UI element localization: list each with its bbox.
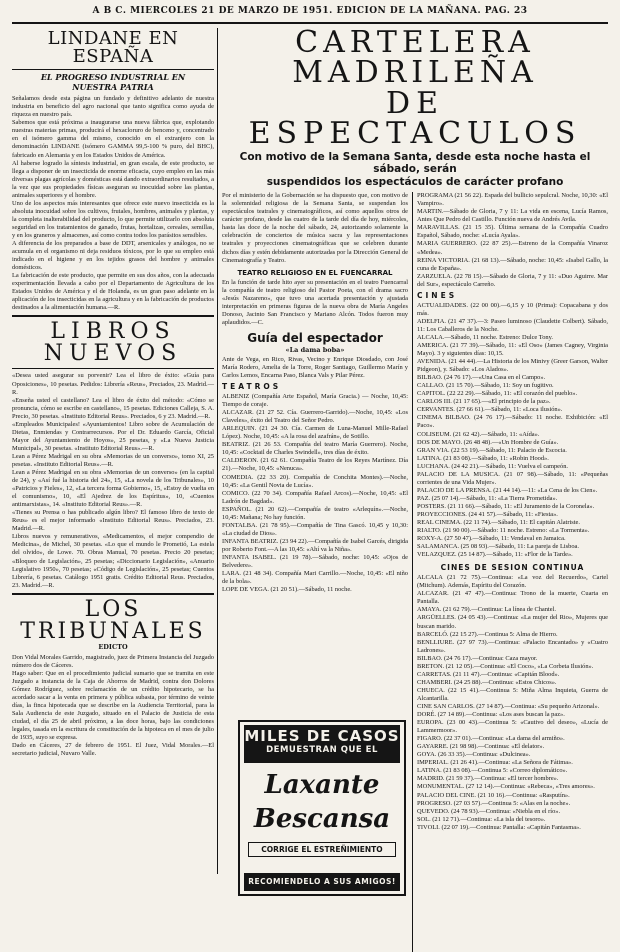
rule [12, 368, 214, 369]
ad-header [244, 725, 400, 763]
newspaper-page [12, 6, 608, 886]
rule [12, 593, 214, 595]
tribunales-title: LOS TRIBUNALES [20, 596, 206, 644]
guia-title: Guía del espectador [247, 330, 383, 345]
cartelera-title: CARTELERA MADRILEÑA [292, 25, 538, 90]
running-head: A B C. MIERCOLES 21 DE MARZO DE 1951. EDICION DE LA MAÑANA. PAG. 23 [12, 6, 608, 24]
lindane-subhead: EL PROGRESO INDUSTRIAL EN NUESTRA PATRIA [40, 72, 186, 92]
guia-subtitle: «La dama boba» [285, 345, 345, 354]
ad-brand-bescansa: Bescansa [253, 804, 391, 834]
lindane-article: Señalamos desde esta página un fundado y definitivo adelanto de nuestra industria en beneficio del agro nacional que tanto significa como ayuda de riqueza en nuestro país. Sabemos que está próxima a inaugurarse una nueva fábrica que, explotando nuestras materias primas, producirá el hexacloruro de benceno y, concentrado en el isómero gamma del mismo, conocido en el extranjero con la denominación LINDANE (isómero GAMMA 99,5-100 % puro, del BHC), fabricado en Alemania y en los Estados Unidos de América. Al haberse logrado la síntesis industrial, en gran escala, de este producto, se llega a disponer de un insecticida de enorme eficacia, cuyo empleo en las más diversas plagas agrícolas y domésticas está dando extraordinarios resultados, a la vez que sus propiedades físicas aseguran su inocuidad sobre las plantas, animales superiores y el hombre. Uno de los aspectos más interesantes que ofrece este nuevo insecticida es la absoluta inocuidad sobre los cultivos, frutales, hombres, animales y plantas, y la completa inalterabilidad del producto, lo que permite utilizarlo con absoluta seguridad en los tratamientos de ganado, frutas, hortalizas, cereales, semillas, y en los graneros y almacenes, así como contra todos los parásitos sensibles. A diferencia de los preparados a base de DDT, arsenicales y análogos, no se acumula en el organismo ni deja residuos tóxicos, por lo que su empleo está indicado en el higiene y en los tejidos grasos del hombre y animales domésticos. La fabricación de este producto, que permite en sus dos años, con la adecuada experimentación llevada a cabo por el Departamento de Agricultura de los Estados Unidos de América y el de Holanda, es un gran paso adelante en la aplicación de los insecticidas en la agricultura y en la fabricación de productos destinados a la alimentación humana.—R. [12, 95, 214, 312]
column-divider [217, 28, 218, 874]
cines-tag: CINES [417, 290, 458, 300]
sesion-continua-head: CINES DE SESION CONTINUA [440, 563, 585, 573]
ad-slogan: CORRIGE EL ESTREÑIMIENTO [248, 842, 396, 857]
tribunales-subhead: EDICTO [98, 642, 128, 651]
ad-footer: RECOMIENDELO A SUS AMIGOS! [244, 873, 400, 891]
teatros-tag: TEATROS [222, 382, 282, 392]
ad-line-2: DEMUESTRAN QUE EL [266, 745, 378, 755]
rule [12, 69, 214, 70]
right-column [222, 25, 608, 886]
intro-article: Por el ministerio de la Gobernación se ha dispuesto que, con motivo de la solemnidad religiosa de la Semana Santa, se suspendan los espectáculos teatrales y cinematográficos, así como aquellos otros de carácter profano, desde las cuatro de la tarde del día de hoy, miércoles, hasta las doce de la noche del sábado, 24, autorizando solamente la celebración de conciertos de música sacra y las representaciones teatrales y proyecciones cinematográficas que se celebren durante dichos días y estén debidamente autorizadas por la Dirección General de Cinematografía y Teatro. [222, 192, 408, 264]
teatro-religioso-article: En la función de tarde hito ayer su presentación en el teatro Fuencarral la compañía de teatro religioso del Pastor Poeta, con el drama sacro «Jesús Nazareno», que tuvo una acertada presentación y ajustada interpretación en primeras figuras de la nueva obra de María Angeles Donoso, Jacinto San Francisco y Mariano Alcón. Todos fueron muy aplaudidos.—C. [222, 278, 408, 326]
tribunales-article: Don Vidal Morales Garrido, magistrado, juez de Primera Instancia del Juzgado número dos de Cáceres. Hago saber: Que en el procedimiento judicial sumario que se tramita en este Juzgado a instancia de la Caja de Ahorros de Madrid, contra don Dolores Gómez Rodríguez, sobre reclamación de un crédito hipotecario, se ha acordado sacar a la venta en primera y pública subasta, por término de veinte días, la finca hipotecada que se describe en la Audiencia Territorial, para la Sala Audiencia de este Juzgado, situado en el Palacio de Justicia de esta ciudad, el día 25 de abril próximo, a las doce horas, bajo las condiciones legales, tasada en la escritura de constitución de la hipoteca en el mes de julio de 1935, suyo se expresa. Dado en Cáceres, 27 de febrero de 1951. El Juez, Vidal Morales.—El secretario judicial, Nuvaro Valle. [12, 653, 214, 758]
sesion-continua-listings: ALCALA (21 72 75).—Continua: «La voz del Recuerdo», Cartel (Mitchum). Además, Espíritu del Corazón. ALCAZAR. (21 47 47).—Continua: Trono de la muerte, Cuarta en Pantalla. AMAYA. (21 62 79).—Continua: La línea de Chantel. ARGÜELLES. (24 05 43).—Continua: «La mujer del Rio», Mujeres que buscan marido. BARCELÓ. (22 15 27).—Continua 5: Alma de Hierro. BENLLIURE. (27 97 73).—Continua: «Palacio Encantado» y «Cuatro Ladrones». BILBAO. (24 76 17).—Continua: Caza mayor. BRETON. (21 12 05).—Continua: «El Coco», «La Corbeta Ilusión». CARRETAS. (21 11 47).—Continua: «Capitán Blood». CHAMBERI. (24 25 88).—Continua: «Estos Chicos». CHUECA. (22 15 41).—Continua 5: Miña Alma Inquieta, Guerra de Alcantarilla. CINE SAN CARLOS. (27 14 87).—Continua: «Su pequeño Arizonal». DORÉ. (27 14 89).—Continua: «Los ases buscan la paz». EUROPA. (23 00 43).—Continua 5: «Cautivo del deseo», «Lucía de Lammermoor». FIGARO. (22 37 01).—Continua: «La dama del armiño». GAYARRE. (21 98 98).—Continua: «El delator». GOYA. (26 33 35).—Continua: «Dulcinea». IMPERIAL. (21 26 41).—Continua: «La Señora de Fátima». LATINA. (21 83 08).—Continua 5: «Correo diplomático». MADRID. (21 59 37).—Continua: «El tercer hombre». MONUMENTAL. (27 12 14).—Continua: «Rebeca», «Tres amores». PALACIO DEL CINE. (21 10 16).—Continua: «Rasputín». PROGRESO. (27 03 57).—Continua 5: «Alas en la noche». QUEVEDO. (24 78 93).—Continua: «Niebla en el río». SOL. (21 12 71).—Continua: «La isla del tesoro». TIVOLI. (22 07 19).—Continua: Pantalla: «Capitán Fantasma». [417, 574, 608, 831]
ad-brand-laxante: Laxante [264, 770, 380, 800]
subcolumn-divider [412, 192, 413, 952]
cines-listings: ACTUALIDADES. (22 00 00).—6,15 y 10 (Prima): Copacabana y dos más. ADELFIA. (21 47 37).—3: Paseo luminoso (Claudette Colbert). Sábado, 11: Los Caballeros de la Noche. ALCALA.—Sábado, 11 noche. Estreno: Dulce Tony. AMERICA. (21 77 39).—Sábado, 11: «El Oso» (James Cagney, Virginia Mayo). 3 y siguientes días: 10,15. AVENIDA. (21 44 44).—La Historia de los Minivy (Greer Garson, Walter Pidgeon), y. Sábado: «Los Alados». BILBAO. (24 76 17).—«Una Casa en el Campo». CALLAO. (21 15 70).—Sábado, 11: Soy un fugitivo. CAPITOL. (22 22 29).—Sábado, 11: «El corazón del pueblo». CARLOS III. (21 17 65).—«El principio de la paz». CERVANTES. (27 66 61).—Sábado, 11: «Loca ilusión». CINEMA BILBAO. (24 76 17).—Sábado: 11 noche. Exhibición: «El Paco». COLISEUM. (21 62 42).—Sábado, 11: «Aída». DOS DE MAYO. (26 48 48).—«Un Hombre de Guía». GRAN VIA. (22 53 19).—Sábado, 11: Palacio de Escocia. LATINA. (21 83 08).—Sábado, 11: «Robin Hood». LUCHANA. (24 42 21).—Sábado, 11: Vuelva el campeón. PALACIO DE LA MUSICA. (21 07 98).—Sábado, 11: «Pequeñas corrientes de una Vida Mujer». PALACIO DE LA PRENSA. (21 44 14).—11: «La Cena de los Cien». PAZ. (25 07 14).—Sábado, 11: «La Tierra Prometida». POSTERS. (21 11 66).—Sábado, 11: «El Juramento de la Coronela». PROYECCIONES. (24 41 57).—Sábado, 11: «Fiesta». REAL CINEMA. (22 11 74).—Sábado, 11: El capitán Alatriste. RIALTO. (21 90 00).—Sábado: 11 noche. Estreno: «La Tormenta». ROXY-A. (27 50 47).—Sábado, 11: Vendaval en Jamaica. SALAMANCA. (25 08 93).—Sábado, 11: La pareja de Lisboa. VELAZQUEZ. (25 14 87).—Sábado, 11: «Flor de la Tarde». [417, 301, 608, 559]
espectaculos-title: DE ESPECTACULOS [248, 86, 582, 151]
guia-body: Ante de Vega, en Rico, Rivas, Vecino y Enrique Diosdado, con José María Rodero, Amelia de la Torre, Roger Santiago, Guillermo Marín y Carlos Lemos, Encarna Paso, Blanca Vals y Pilar Pérez. [222, 355, 408, 379]
deck-line-2: suspendidos los espectáculos de carácter profano [266, 176, 564, 189]
ad-line-1: MILES DE CASOS [244, 727, 400, 745]
deck-line-1: Con motivo de la Semana Santa, desde esta noche hasta el sábado, serán [239, 151, 591, 176]
libros-title: LIBROS NUEVOS [43, 319, 183, 367]
laxante-bescansa-advertisement [238, 720, 406, 896]
teatro-religioso-head: TEATRO RELIGIOSO EN EL FUENCARRAL [237, 268, 393, 277]
teatros-listings: ALBENIZ (Compañía Arte Español, María Gracia.) — Noche, 10,45: Tiempo de coraje. ALCAZAR. (21 27 52. Cía. Guerrero-Garrido).—Noche, 10,45: «Los Claveles», éxito del Teatro del Señor Pedro. ARLEQUIN. (21 24 30. Cía. Carmen de Luna-Manuel Mille-Rafael López). Noche, 10,45: «A la rosa del azafrán», de Sotillo. BEATRIZ. (21 26 53. Compañía del teatro María Guerrero). Noche, 10,45: «Cocktail de Charles Swindell», tres días de éxito. CALDERON. (21 62 61. Compañía Teatro de los Reyes Martínez. Día 21).—Noche, 10,45: «Nenuca». COMEDIA. (22 33 20). Compañía de Conchita Montes).—Noche, 10,45: «La Gentil Novia de Lucía». COMICO. (22 70 34). Compañía Rafael Arcos).—Noche, 10,45: «El Ladrón de Bagdad». ESPAÑOL. (21 20 62).—Compañía de teatro «Arlequín».—Noche, 10,45: Mañana; No hay función. FONTALBA. (21 78 95).—Compañía de Tina Gascó. 10,45 y 10,30: «La ciudad de Dios». INFANTA BEATRIZ. (23 94 22).—Compañía de Isabel Garcés, dirigida por Roberto Font.—A las 10,45: «Ahí va la Niña». INFANTA ISABEL. (21 19 78).—Sábado, noche: 10,45: «Ojos de Belvedere». LARA. (21 48 34). Compañía Mari Carrillo.—Noche, 10,45: «El niño de la bola». LOPE DE VEGA. (21 20 51).—Sábado, 11 noche. [222, 393, 408, 594]
libros-article: «Desea usted asegurar su porvenir? Lea el libro de éxito: «Guía para Oposiciones», 10 pesetas. Pedidos: Librería «Reus», Preciados, 23. Madrid.—R. «Enseña usted el castellano? Lea el libro de éxito del método: «Cómo se pronuncia, cómo se escribe en castellano», 15 pesetas. Ediciones Calleja, S. A. Precio, 30 pesetas. «Instituto Editorial Reus». Preciados, 6 y 23. Madrid.—R. «Empleados Municipales! «Ayuntamientos! Libro sobre de Acumulación de Dietas, Enmiendas y Contrarrecursos. Por el Dr. Eduardo García, Oficial Mayor del Ayuntamiento de Hoyos», 25 pesetas, y «La Nueva Justicia Municipal», 30 pesetas. «Instituto Editorial Reus».—R. Lean a Pérez Madrigal en su obra «Memorias de un converso», tomo XI, 25 pesetas. «Instituto Editorial Reus».—R. Lean a Pérez Madrigal en su obra «Memorias de un converso» (en la capital de 24), y «Así fué la historia del 24», 15, «La novela de los Tribunales», 10 «Patricios y Fieles», 12, «La tercera forma Gobierno», 15, «Estoy de vuelta en el comunismo», 10, «El Ajedrez de los Espíritus», 10, «Cuentos antimarxistas», 14. «Instituto Editorial Reus».—R. «Tienes su Prensa o has publicado algún libro? El famoso libro de texto de Reus» es el mejor informado «Instituto Editorial Reus». Preciados, 23. Madrid.—R. Libros nuevos y remunerativos, «Medicamentos, el mejor compendio de Medicina», de Michel, 30 pesetas. «Lo que el mundo le Prometió, La estela del olvido», de Lowe. 70. Obras Manual, 70 pesetas. Precio 20 pesetas; «Bloqueo de Legislación», 25 pesetas; «Diccionario Legislación», «Anuario Legislativo 1950», 70 pesetas; «Código de Legislación», 25 pesetas; Cuentos Librería, 6 pesetas. Catálogo 1951 gratis. Crédito Editorial Reus. Preciados, 23. Madrid.—R. [12, 372, 214, 589]
left-column [12, 28, 214, 874]
teatros-listings-continued: PROGRAMA (21 56 22). Espada del bullicio sepulcral. Noche, 10,30: «El Vampiro». MARTIN.—Sábado de Gloria, 7 y 11: La vida en escena, Lucía Ramos, Antes Que Pedro del Castillo. Función nueva de Andrés Avila. MARAVILLAS. (21 15 35). Última semana de la Compañía Cuadro Español, Sábado, noche: «Lucía Ayala». MARIA GUERRERO. (22 87 25).—Estreno de la Compañía Vinaroz «Medea». REINA VICTORIA. (21 68 13).—Sábado, noche: 10,45: «Isabel Gallo, la cuna de España». ZARZUELA. (22 78 15).—Sábado de Gloria, 7 y 11: «Duo Aguirre. Mar del Sur», espectáculo Carreño. [417, 192, 608, 288]
cartelera-right-subcolumn [417, 192, 608, 952]
lindane-title: LINDANE EN ESPAÑA [47, 28, 179, 67]
rule [12, 315, 214, 317]
